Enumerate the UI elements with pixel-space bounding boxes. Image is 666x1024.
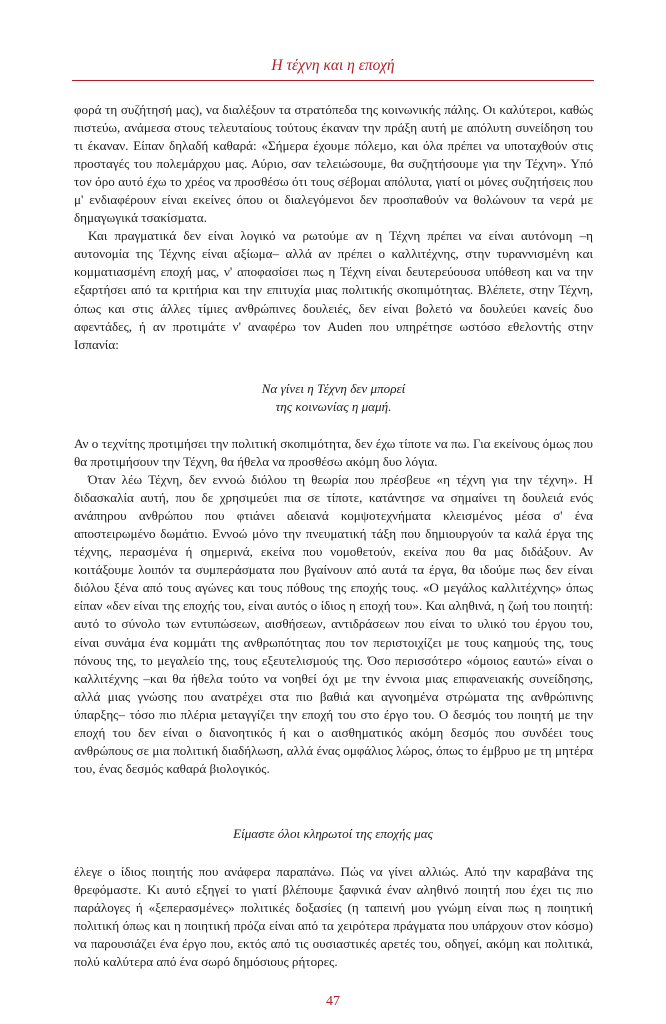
text-block-middle <box>74 435 593 778</box>
paragraph-3: Αν ο τεχνίτης προτιμήσει την πολιτική σκοπιμότητα, δεν έχω τίποτε να πω. Για εκείνους όμως που θα προτιμήσουν την Τέχνη, θα ήθελα να προσθέσω ακόμη δυο λόγια. <box>74 436 593 470</box>
header-rule <box>72 80 594 81</box>
text-block-top <box>74 101 593 354</box>
page-number: 47 <box>326 994 340 1009</box>
paragraph-1: φορά τη συζήτησή μας), να διαλέξουν τα στρατόπεδα της κοινωνικής πάλης. Οι καλύτεροι, καθώς πιστεύω, ανάμεσα στους τελευταίους τούτους έκαναν την πράξη αυτή με απόλυτη συνείδηση του τι έκαναν. Είπαν δηλαδή καθαρά: «Σήμερα έχουμε πόλεμο, και όλα πρέπει να υποταχθούν στις προσταγές του πολεμάρχου μας. Αύριο, σαν τελειώσουμε, θα συζητήσουμε για την Τέχνη». Υπό τον όρο αυτό έχω το χρέος να προσθέσω ότι τους σέβομαι απόλυτα, γιατί οι μόνες συζητήσεις που μ' ενδιαφέρουν είναι εκείνες όπου οι διαλεγόμενοι δεν προσπαθούν να θολώνουν τα νερά με δημαγωγικά τσακίσματα. <box>74 102 593 226</box>
text-block-bottom <box>74 863 593 971</box>
verse-line-2: της κοινωνίας η μαμή. <box>275 399 392 414</box>
paragraph-2: Και πραγματικά δεν είναι λογικό να ρωτούμε αν η Τέχνη πρέπει να είναι αυτόνομη –η αυτονομία της Τέχνης είναι αξίωμα– αλλά αν πρέπει ο καλλιτέχνης, στην τυραννισμένη και κομματιασμένη εποχή μας, ν' αποφασίσει πως η Τέχνη είναι δευτερεύουσα υπόθεση και να την εξαρτήσει από τα κριτήρια και την επιτυχία μιας πολιτικής σκοπιμότητας. Βλέπετε, στην Τέχνη, όπως και στις άλλες τίμιες ανθρώπινες δουλειές, δεν είναι βολετό να δουλεύει κανείς δυο αφεντάδες, ή αν προτιμάτε ν' αναφέρω τον Auden που υπηρέτησε ωστόσο εθελοντής στην Ισπανία: <box>74 228 593 352</box>
verse-line-1: Να γίνει η Τέχνη δεν μπορεί <box>261 381 406 396</box>
paragraph-4: Όταν λέω Τέχνη, δεν εννοώ διόλου τη θεωρία που πρέσβευε «η τέχνη για την τέχνη». Η διδασκαλία αυτή, που δε χρησιμεύει πια σε τίποτε, κατάντησε να σημαίνει τη δουλειά ενός ανάπηρου ανθρώπου που φτιάνει αδειανά κομψοτεχνήματα κλεισμένος μέσα σ' ένα αποστειρωμένο δωμάτιο. Εννοώ μόνο την πνευματική τάξη που δημιουργούν τα καλά έργα της τέχνης, περασμένα ή σημερινά, εκείνα που νομοθετούν, εκείνα που θα μας διδάξουν. Αν κοιτάξουμε λοιπόν τα συμπεράσματα που βγαίνουν από αυτά τα έργα, θα ιδούμε πως δεν είναι διόλου ξένα από τους αγώνες και τους πόθους της εποχής τους. «Ο μεγάλος καλλιτέχνης» όπως είπαν «δεν είναι της εποχής του, είναι αυτός ο ίδιος η εποχή του». Και αληθινά, η ζωή του ποιητή: αυτό το σύνολο των εντυπώσεων, αισθήσεων, αντιδράσεων που είναι το υλικό του έργου του, είναι συνάμα ένα κομμάτι της ανθρωπότητας που τον περιστοιχίζει με τους καημούς της, τους πόνους της, το μεγαλείο της, τους εξευτελισμούς της. Όσο περισσότερο «όμοιος εαυτώ» είναι ο καλλιτέχνης –και θα ήθελα τούτο να νοηθεί όχι με την έννοια μιας επιφανειακής συνείδησης, αλλά μιας γνώσης που ανατρέχει στα πιο βαθιά και αγνοημένα στρώματα της ανθρώπινης ύπαρξης– τόσο πιο πλέρια μεταγγίζει την εποχή του στο έργο του. Ο δεσμός του ποιητή με την εποχή του δεν είναι ο διανοητικός ή και ο αισθηματικός ακόμη δεσμός που συνδέει τους ανθρώπους σε μια πολιτική διαδήλωση, αλλά ένας ομφάλιος λώρος, όπως το έμβρυο με τη μητέρα του, ένας δεσμός καθαρά βιολογικός. <box>74 472 593 776</box>
running-title: Η τέχνη και η εποχή <box>271 57 395 74</box>
paragraph-5: έλεγε ο ίδιος ποιητής που ανάφερα παραπάνω. Πώς να γίνει αλλιώς. Από την καραβάνα της θρεφόμαστε. Κι αυτό εξηγεί το γιατί βλέπουμε ξαφνικά έναν αληθινό ποιητή που έχει τις πιο παράλογες ή «ξεπερασμένες» πολιτικές δοξασίες (η ταπεινή μου γνώμη είναι πως η ποιητική πολιτική όπως και η ποιητική πρόζα είναι από τα χειρότερα πράγματα που υπάρχουν στον κόσμο) να παρουσιάζει ένα έργο που, εκτός από τις ουσιαστικές αρετές του, οδηγεί, ακόμη και πολιτικά, πολύ καλύτερα από ένα σωρό δημόσιους ρήτορες. <box>74 864 593 970</box>
section-heading: Είμαστε όλοι κληρωτοί της εποχής μας <box>233 826 433 841</box>
verse-quote <box>74 380 593 416</box>
